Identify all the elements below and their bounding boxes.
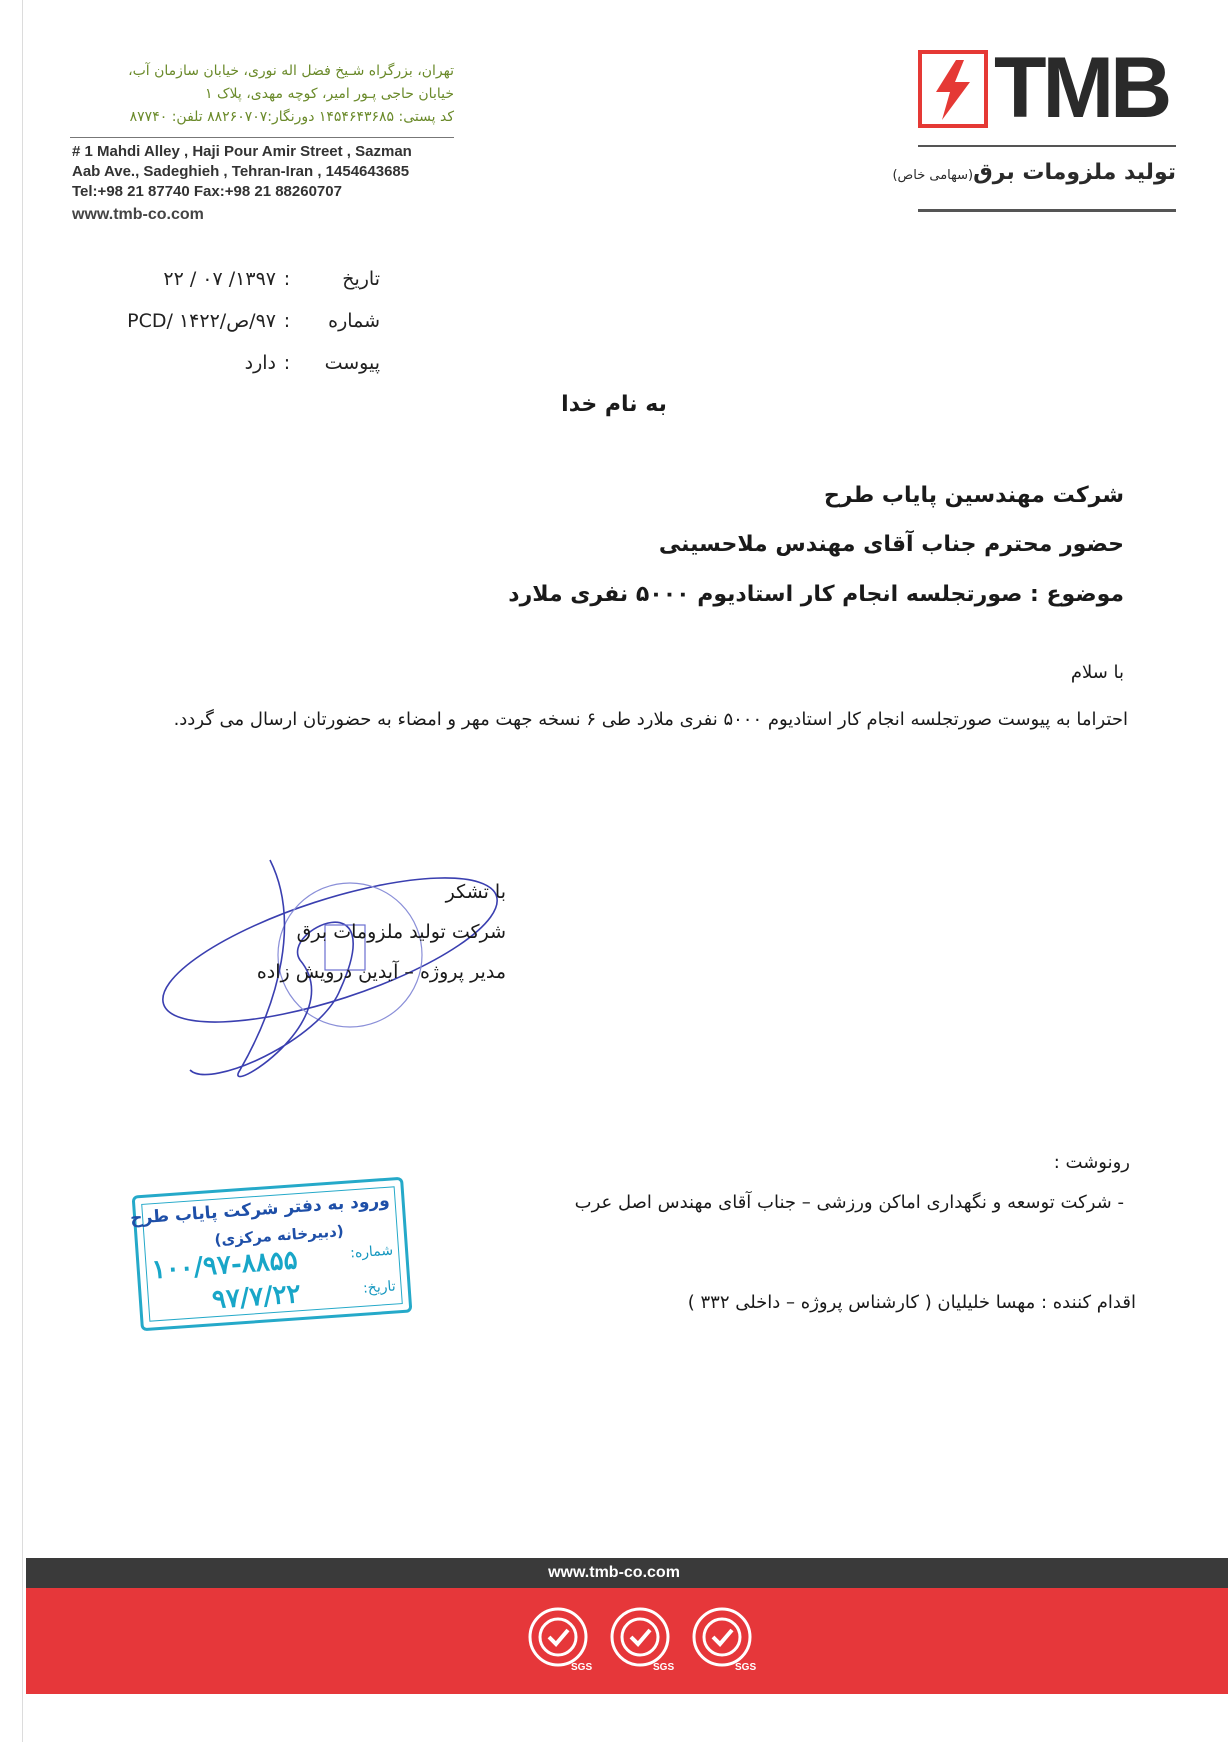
tmb-logo (918, 40, 1176, 136)
cc-recipient: - شرکت توسعه و نگهداری اماکن ورزشی – جناب آقای مهندس اصل عرب (574, 1192, 1124, 1213)
stamp-date-label: تاریخ: (362, 1278, 397, 1297)
signature-company: شرکت تولید ملزومات برق (296, 921, 506, 943)
address-en-line: Tel:+98 21 87740 Fax:+98 21 88260707 (72, 183, 342, 200)
logo-text: TMB (994, 40, 1169, 136)
address-en-line: Aab Ave., Sadeghieh , Tehran-Iran , 1454643685 (72, 163, 410, 180)
address-divider (70, 137, 454, 138)
address-fa-line: خیابان حاجی پـور امیر، کوچه مهدی، پلاک ۱ (205, 86, 454, 102)
meta-separator: : (283, 310, 291, 332)
signature-thanks: با تشکر (445, 881, 506, 903)
subject-line: موضوع : صورتجلسه انجام کار استادیوم ۵۰۰۰ نفری ملارد (508, 582, 1124, 607)
recipient-company: شرکت مهندسین پایاب طرح (823, 483, 1124, 508)
number-label: شماره (328, 310, 380, 332)
cc-label: رونوشت : (1053, 1152, 1130, 1173)
website-link[interactable]: www.tmb-co.com (72, 206, 204, 223)
address-fa-line: کد پستی: ۱۴۵۴۶۴۳۶۸۵ دورنگار:۸۸۲۶۰۷۰۷ تلفن: ۸۷۷۴۰ (129, 109, 454, 125)
meta-separator: : (283, 352, 291, 374)
stamp-number-label: شماره: (349, 1242, 394, 1262)
signature-signer: مدیر پروژه – آیدین درویش زاده (256, 961, 506, 983)
sgs-certification-icon (605, 1604, 675, 1674)
meta-number (60, 310, 380, 332)
sgs-certification-icon (523, 1604, 593, 1674)
company-name-text: تولید ملزومات برق (973, 160, 1176, 185)
date-value: ۱۳۹۷/ ۰۷ / ۲۲ (163, 268, 276, 290)
badge-label: SGS (735, 1662, 757, 1673)
badge-label: SGS (571, 1662, 593, 1673)
footer-website-link[interactable]: www.tmb-co.com (548, 1564, 680, 1581)
logo-divider-bottom (918, 209, 1176, 212)
sgs-certification-icon (687, 1604, 757, 1674)
page-edge (22, 0, 23, 1742)
bismillah: به نام خدا (561, 392, 667, 417)
badge-label: SGS (653, 1662, 675, 1673)
recipient-person: حضور محترم جناب آقای مهندس ملاحسینی (658, 532, 1124, 557)
stamp-title: ورود به دفتر شرکت پایاب طرح (129, 1190, 391, 1229)
action-by: اقدام کننده : مهسا خلیلیان ( کارشناس پروژه – داخلی ۳۳۲ ) (687, 1292, 1136, 1313)
stamp-number-value: ۱۰۰/۹۷-۸۸۵۵ (150, 1245, 299, 1286)
date-label: تاریخ (342, 268, 380, 290)
attachment-label: پیوست (324, 352, 380, 374)
meta-attachment (60, 352, 380, 374)
number-value: ۹۷/ص/PCD/ ۱۴۲۲ (127, 310, 276, 332)
receipt-stamp (129, 1177, 413, 1332)
signature-block (86, 872, 506, 992)
logo-divider (918, 145, 1176, 147)
body-paragraph: احتراما به پیوست صورتجلسه انجام کار استادیوم ۵۰۰۰ نفری ملارد طی ۶ نسخه جهت مهر و امضاء به حضورتان ارسال می گردد. (173, 709, 1128, 730)
lightning-icon (918, 50, 988, 128)
address-fa (34, 60, 454, 129)
company-name-fa (892, 160, 1176, 185)
address-fa-line: تهران، بزرگراه شـیخ فضل اله نوری، خیابان سازمان آب، (128, 63, 454, 79)
address-en (72, 142, 412, 202)
company-type-text: (سهامی خاص) (892, 168, 974, 183)
attachment-value: دارد (244, 352, 276, 374)
stamp-date-value: ۹۷/۷/۲۲ (211, 1279, 302, 1316)
meta-date (60, 268, 380, 290)
address-en-line: # 1 Mahdi Alley , Haji Pour Amir Street , Sazman (72, 143, 412, 160)
stamp-subtitle: (دبیرخانه مرکزی) (213, 1221, 345, 1249)
meta-separator: : (283, 268, 291, 290)
greeting: با سلام (1070, 662, 1124, 683)
